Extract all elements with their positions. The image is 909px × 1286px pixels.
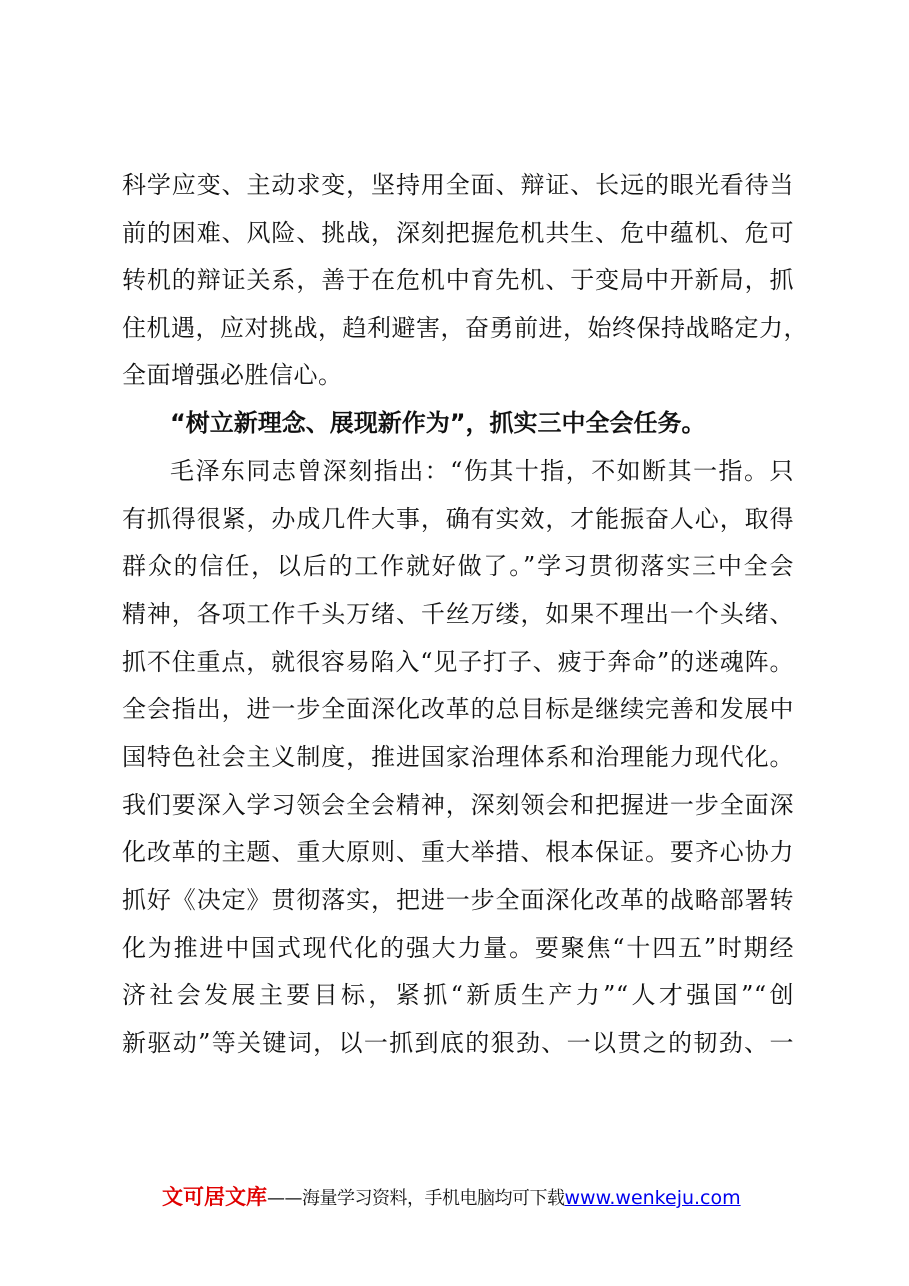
body-text-line: 全会指出，进一步全面深化改革的总目标是继续完善和发展中 <box>122 695 794 723</box>
body-text-line: 新驱动”等关键词，以一抓到底的狠劲、一以贯之的韧劲、一 <box>122 1029 794 1057</box>
body-text-line: 国特色社会主义制度，推进国家治理体系和治理能力现代化。 <box>122 743 794 771</box>
body-text-line: 住机遇，应对挑战，趋利避害，奋勇前进，始终保持战略定力， <box>122 314 808 342</box>
body-text-line: 有抓得很紧，办成几件大事，确有实效，才能振奋人心，取得 <box>122 505 794 533</box>
body-text-line: 转机的辩证关系，善于在危机中育先机、于变局中开新局，抓 <box>122 266 794 294</box>
body-text-line: 全面增强必胜信心。 <box>122 361 343 389</box>
body-text-line: 抓不住重点，就很容易陷入“见子打子、疲于奔命”的迷魂阵。 <box>122 648 794 676</box>
page-footer <box>162 1180 802 1214</box>
body-text-line: 济社会发展主要目标，紧抓“新质生产力”“人才强国”“创 <box>122 981 794 1009</box>
body-text-line: 前的困难、风险、挑战，深刻把握危机共生、危中蕴机、危可 <box>122 219 794 247</box>
footer-link[interactable]: www.wenkeju.com <box>564 1187 741 1209</box>
body-text-line: 化为推进中国式现代化的强大力量。要聚焦“十四五”时期经 <box>122 934 794 962</box>
body-text-line: 毛泽东同志曾深刻指出：“伤其十指，不如断其一指。只 <box>170 457 794 485</box>
body-text-line: 化改革的主题、重大原则、重大举措、根本保证。要齐心协力 <box>122 838 794 866</box>
footer-tagline: ——海量学习资料，手机电脑均可下载 <box>267 1188 565 1209</box>
footer-brand: 文可居文库 <box>162 1185 267 1209</box>
body-text-line: 精神，各项工作千头万绪、千丝万缕，如果不理出一个头绪、 <box>122 600 794 628</box>
section-heading: “树立新理念、展现新作为”，抓实三中全会任务。 <box>170 409 706 437</box>
body-text-line: 科学应变、主动求变，坚持用全面、辩证、长远的眼光看待当 <box>122 171 794 199</box>
body-text-line: 群众的信任，以后的工作就好做了。”学习贯彻落实三中全会 <box>122 552 794 580</box>
body-text-line: 抓好《决定》贯彻落实，把进一步全面深化改革的战略部署转 <box>122 886 794 914</box>
body-text-line: 我们要深入学习领会全会精神，深刻领会和把握进一步全面深 <box>122 791 794 819</box>
